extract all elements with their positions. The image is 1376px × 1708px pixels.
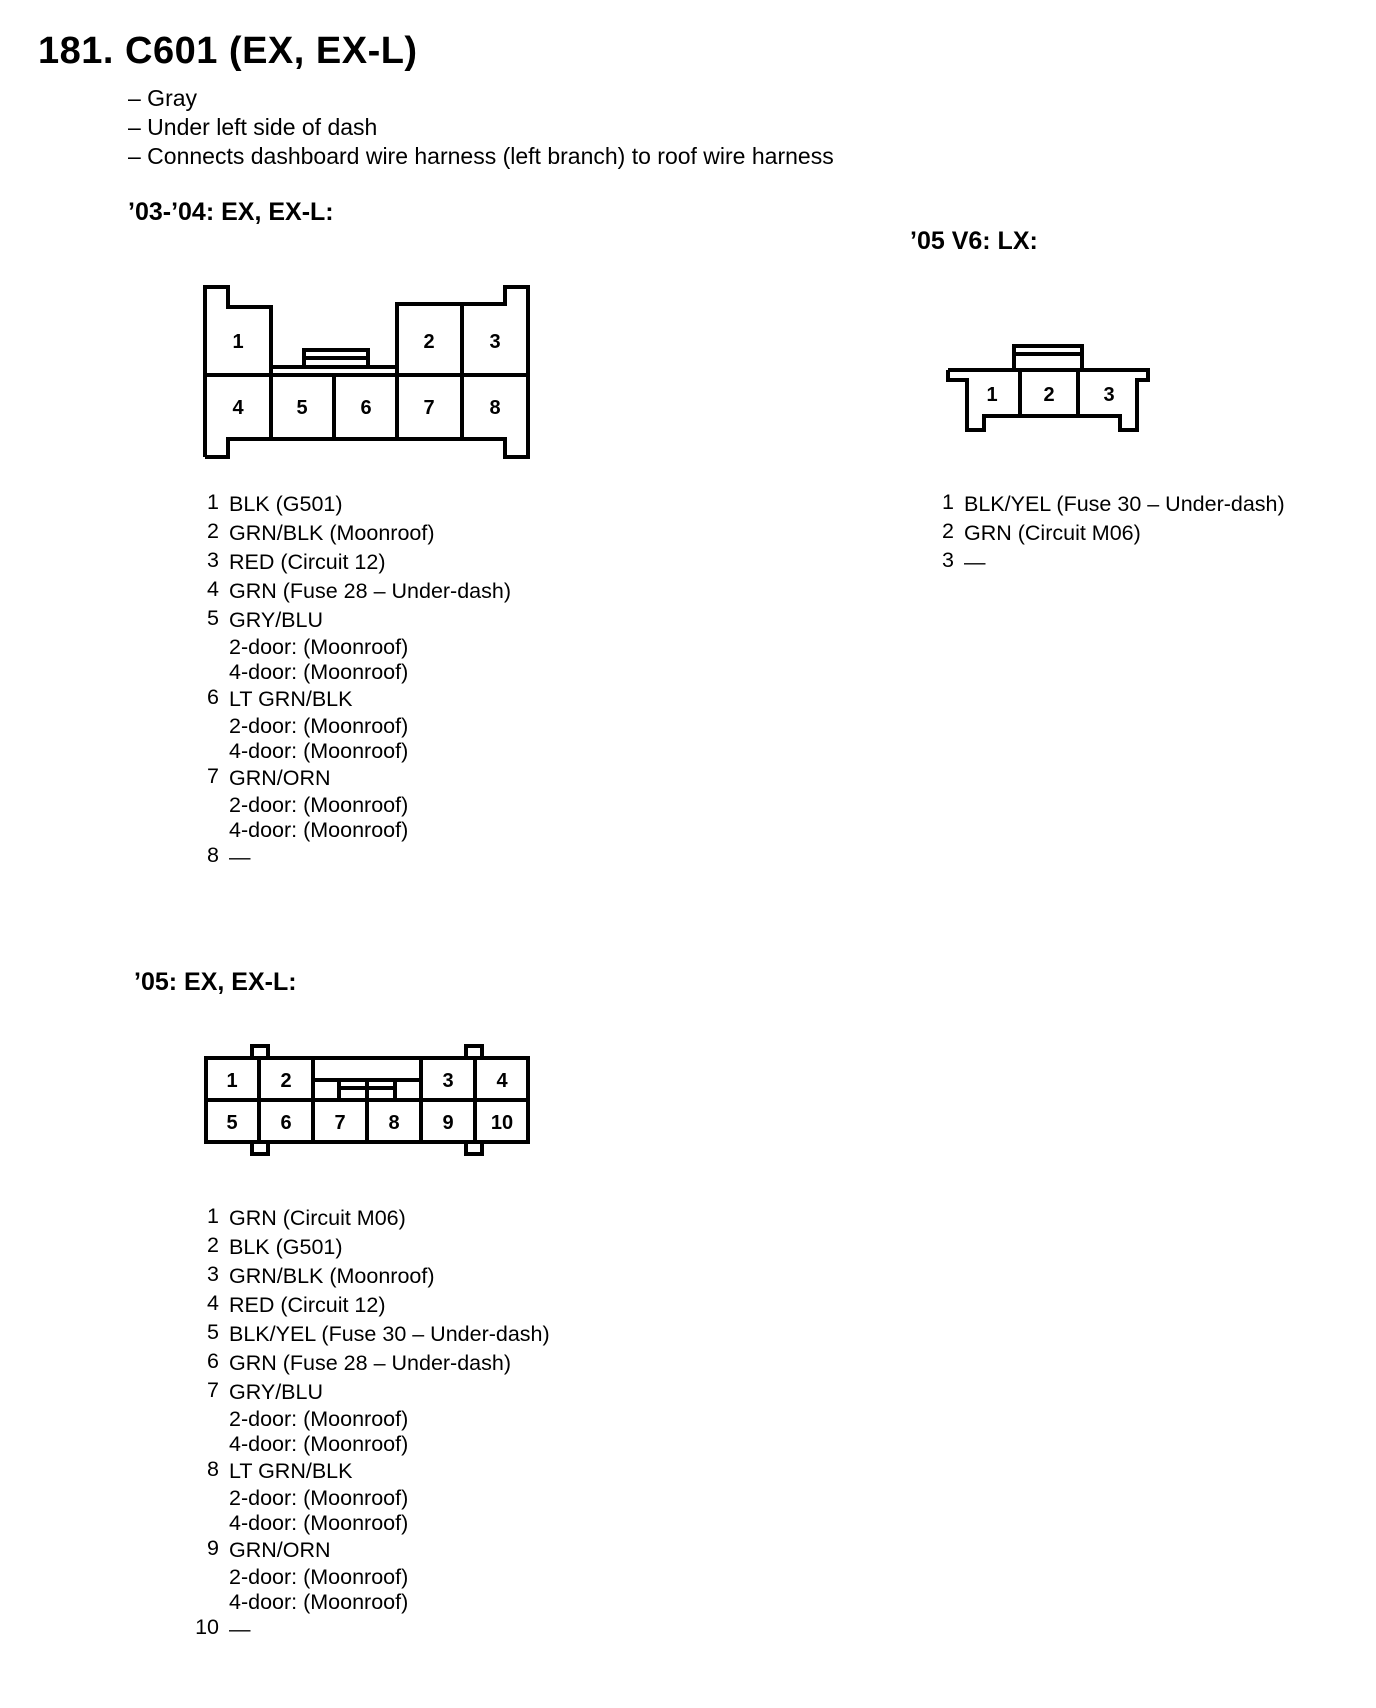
pin-item (195, 577, 511, 606)
pin-number: 5 (207, 606, 219, 630)
pin-number: 10 (195, 1615, 219, 1639)
pin-number: 7 (207, 764, 219, 788)
section-heading-03-04: ’03-’04: EX, EX-L: (128, 198, 334, 226)
pin-wire: BLK (G501) (229, 1235, 343, 1259)
pin-wire: GRN/ORN (229, 1538, 331, 1562)
pin-list-03-04 (195, 490, 511, 872)
pin-number: 6 (207, 685, 219, 709)
pin-wire: GRN (Circuit M06) (229, 1206, 406, 1230)
pin-wire: BLK (G501) (229, 492, 343, 516)
pin-number: 1 (942, 490, 954, 514)
pin-variant: 4-door: (Moonroof) (229, 1590, 409, 1614)
cavity-label: 5 (296, 397, 308, 419)
pin-variant: 2-door: (Moonroof) (229, 714, 409, 738)
connector-diagram-03-04 (200, 282, 540, 462)
pin-item (195, 1378, 550, 1457)
pin-variant: 4-door: (Moonroof) (229, 818, 409, 842)
pin-number: 8 (207, 1457, 219, 1481)
cavity-label: 3 (1103, 384, 1115, 406)
cavity-labels (986, 384, 1114, 406)
cavity-label: 8 (388, 1112, 400, 1134)
pin-variant: 4-door: (Moonroof) (229, 739, 409, 763)
connector-diagram-05 (200, 1040, 540, 1165)
cavity-label: 4 (232, 397, 244, 419)
pin-variant: 4-door: (Moonroof) (229, 1511, 409, 1535)
pin-number: 3 (207, 1262, 219, 1286)
pin-variant: 2-door: (Moonroof) (229, 635, 409, 659)
cavity-label: 7 (334, 1112, 346, 1134)
guide-rib (252, 1142, 268, 1154)
pin-variant: 2-door: (Moonroof) (229, 793, 409, 817)
pin-wire: GRY/BLU (229, 608, 323, 632)
pin-wire: LT GRN/BLK (229, 687, 353, 711)
pin-variant: 2-door: (Moonroof) (229, 1407, 409, 1431)
cavity-label: 1 (226, 1070, 238, 1092)
cavity-label: 9 (442, 1112, 454, 1134)
pin-wire: LT GRN/BLK (229, 1459, 353, 1483)
pin-item (195, 1262, 550, 1291)
connector-housing (205, 287, 528, 457)
connector-connection: – Connects dashboard wire harness (left branch) to roof wire harness (128, 143, 834, 169)
pin-item (195, 1204, 550, 1233)
pin-item (195, 685, 511, 764)
pin-number: 2 (207, 1233, 219, 1257)
pin-wire: BLK/YEL (Fuse 30 – Under-dash) (229, 1322, 550, 1346)
pin-item (195, 606, 511, 685)
pin-number: 3 (942, 548, 954, 572)
pin-item (195, 519, 511, 548)
connector-description (128, 84, 834, 171)
pin-wire: GRN (Fuse 28 – Under-dash) (229, 1351, 511, 1375)
pin-number: 8 (207, 843, 219, 867)
pin-number: 4 (207, 577, 219, 601)
cavity-label: 6 (360, 397, 372, 419)
cavity-label: 1 (232, 331, 244, 353)
pin-number: 2 (207, 519, 219, 543)
cavity-label: 2 (423, 331, 435, 353)
cavity-label: 10 (490, 1112, 514, 1134)
pin-item (930, 548, 1285, 577)
pin-item (195, 1320, 550, 1349)
pin-number: 3 (207, 548, 219, 572)
pin-wire: GRN (Fuse 28 – Under-dash) (229, 579, 511, 603)
pin-item (195, 1349, 550, 1378)
pin-item (930, 519, 1285, 548)
pin-item (195, 548, 511, 577)
pin-wire: BLK/YEL (Fuse 30 – Under-dash) (964, 492, 1285, 516)
pin-item (195, 1536, 550, 1615)
pin-wire: GRN/BLK (Moonroof) (229, 521, 435, 545)
pin-wire: GRY/BLU (229, 1380, 323, 1404)
pin-item (195, 1457, 550, 1536)
cavity-label: 2 (1043, 384, 1055, 406)
pin-item (930, 490, 1285, 519)
pin-wire: RED (Circuit 12) (229, 1293, 386, 1317)
cavity-label: 3 (442, 1070, 454, 1092)
locking-tab (1014, 346, 1082, 370)
pin-variant: 4-door: (Moonroof) (229, 1432, 409, 1456)
pin-number: 2 (942, 519, 954, 543)
section-heading-05-v6: ’05 V6: LX: (910, 227, 1038, 255)
pin-number: 6 (207, 1349, 219, 1373)
pin-wire: — (229, 845, 251, 869)
pin-number: 5 (207, 1320, 219, 1344)
pin-list-05-v6 (930, 490, 1285, 577)
pin-variant: 2-door: (Moonroof) (229, 1486, 409, 1510)
cavity-label: 5 (226, 1112, 238, 1134)
cavity-label: 3 (489, 331, 501, 353)
pin-item (195, 1291, 550, 1320)
pin-wire: — (229, 1617, 251, 1641)
cavity-label: 7 (423, 397, 435, 419)
connector-diagram-05-v6 (940, 340, 1160, 440)
pin-wire: GRN/BLK (Moonroof) (229, 1264, 435, 1288)
connector-color: – Gray (128, 85, 198, 111)
pin-item (195, 764, 511, 843)
pin-wire: — (964, 550, 986, 574)
cavity-label: 4 (496, 1070, 508, 1092)
pin-wire: GRN (Circuit M06) (964, 521, 1141, 545)
page-title: 181. C601 (EX, EX-L) (38, 30, 418, 72)
pin-number: 7 (207, 1378, 219, 1402)
cavity-label: 2 (280, 1070, 292, 1092)
pin-wire: RED (Circuit 12) (229, 550, 386, 574)
pin-variant: 2-door: (Moonroof) (229, 1565, 409, 1589)
guide-rib (252, 1046, 268, 1058)
pin-item (195, 843, 511, 872)
pin-number: 4 (207, 1291, 219, 1315)
cavity-label: 8 (489, 397, 501, 419)
section-heading-05: ’05: EX, EX-L: (134, 968, 297, 996)
pin-number: 1 (207, 490, 219, 514)
pin-item (195, 490, 511, 519)
guide-rib (466, 1142, 482, 1154)
guide-rib (466, 1046, 482, 1058)
cavity-label: 1 (986, 384, 998, 406)
connector-location: – Under left side of dash (128, 114, 378, 140)
pin-number: 1 (207, 1204, 219, 1228)
pin-wire: GRN/ORN (229, 766, 331, 790)
pin-item (195, 1615, 550, 1644)
pin-number: 9 (207, 1536, 219, 1560)
cavity-label: 6 (280, 1112, 292, 1134)
pin-item (195, 1233, 550, 1262)
pin-variant: 4-door: (Moonroof) (229, 660, 409, 684)
pin-list-05 (195, 1204, 550, 1644)
